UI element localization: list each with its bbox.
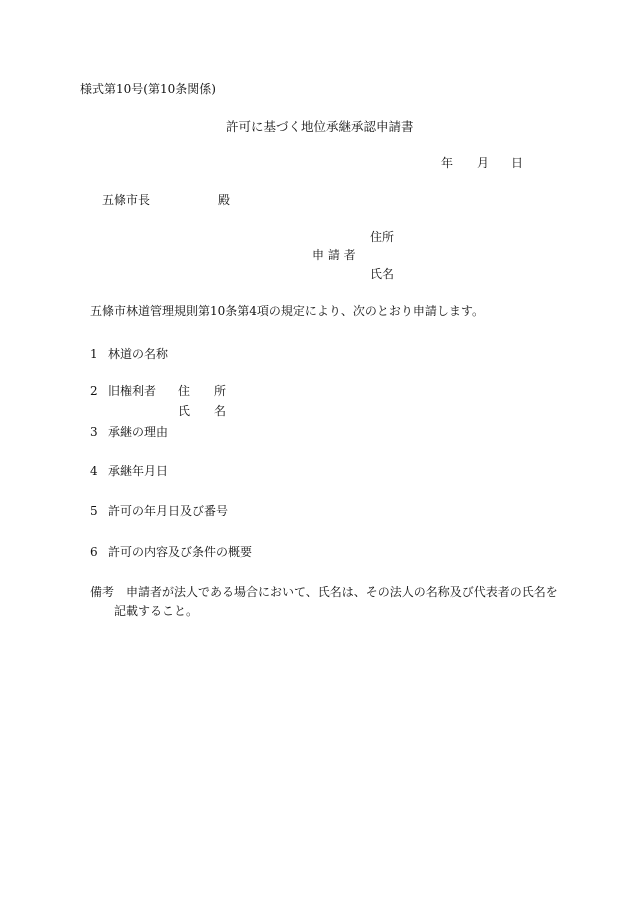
item-4-number: 4 bbox=[90, 464, 98, 478]
item-5-label: 許可の年月日及び番号 bbox=[108, 504, 229, 518]
note-line-2: 記載すること。 bbox=[114, 604, 199, 618]
item-2-name-label: 氏 名 bbox=[178, 404, 227, 418]
document-title: 許可に基づく地位承継承認申請書 bbox=[226, 119, 414, 134]
item-3-label: 承継の理由 bbox=[108, 425, 169, 439]
intro-text: 五條市林道管理規則第10条第4項の規定により、次のとおり申請します。 bbox=[90, 304, 484, 318]
addressee-honorific: 殿 bbox=[218, 193, 231, 207]
item-5-number: 5 bbox=[90, 504, 98, 518]
item-6-label: 許可の内容及び条件の概要 bbox=[108, 545, 253, 559]
applicant-address-label: 住所 bbox=[370, 230, 395, 244]
item-6-number: 6 bbox=[90, 545, 98, 559]
note-line-1: 申請者が法人である場合において、氏名は、その法人の名称及び代表者の氏名を bbox=[126, 585, 558, 599]
item-1-number: 1 bbox=[90, 347, 98, 361]
date-month: 月 bbox=[477, 156, 490, 170]
applicant-label: 申 請 者 bbox=[312, 248, 356, 262]
item-2-address-label: 住 所 bbox=[178, 384, 227, 398]
note-label: 備考 bbox=[90, 585, 115, 599]
item-2-number: 2 bbox=[90, 384, 98, 398]
form-number: 様式第10号(第10条関係) bbox=[80, 82, 216, 96]
date-day: 日 bbox=[511, 156, 524, 170]
item-4-label: 承継年月日 bbox=[108, 464, 169, 478]
item-2-label: 旧権利者 bbox=[108, 384, 157, 398]
applicant-name-label: 氏名 bbox=[370, 267, 395, 281]
item-3-number: 3 bbox=[90, 425, 98, 439]
date-year: 年 bbox=[441, 156, 454, 170]
addressee-name: 五條市長 bbox=[102, 193, 151, 207]
item-1-label: 林道の名称 bbox=[108, 347, 169, 361]
